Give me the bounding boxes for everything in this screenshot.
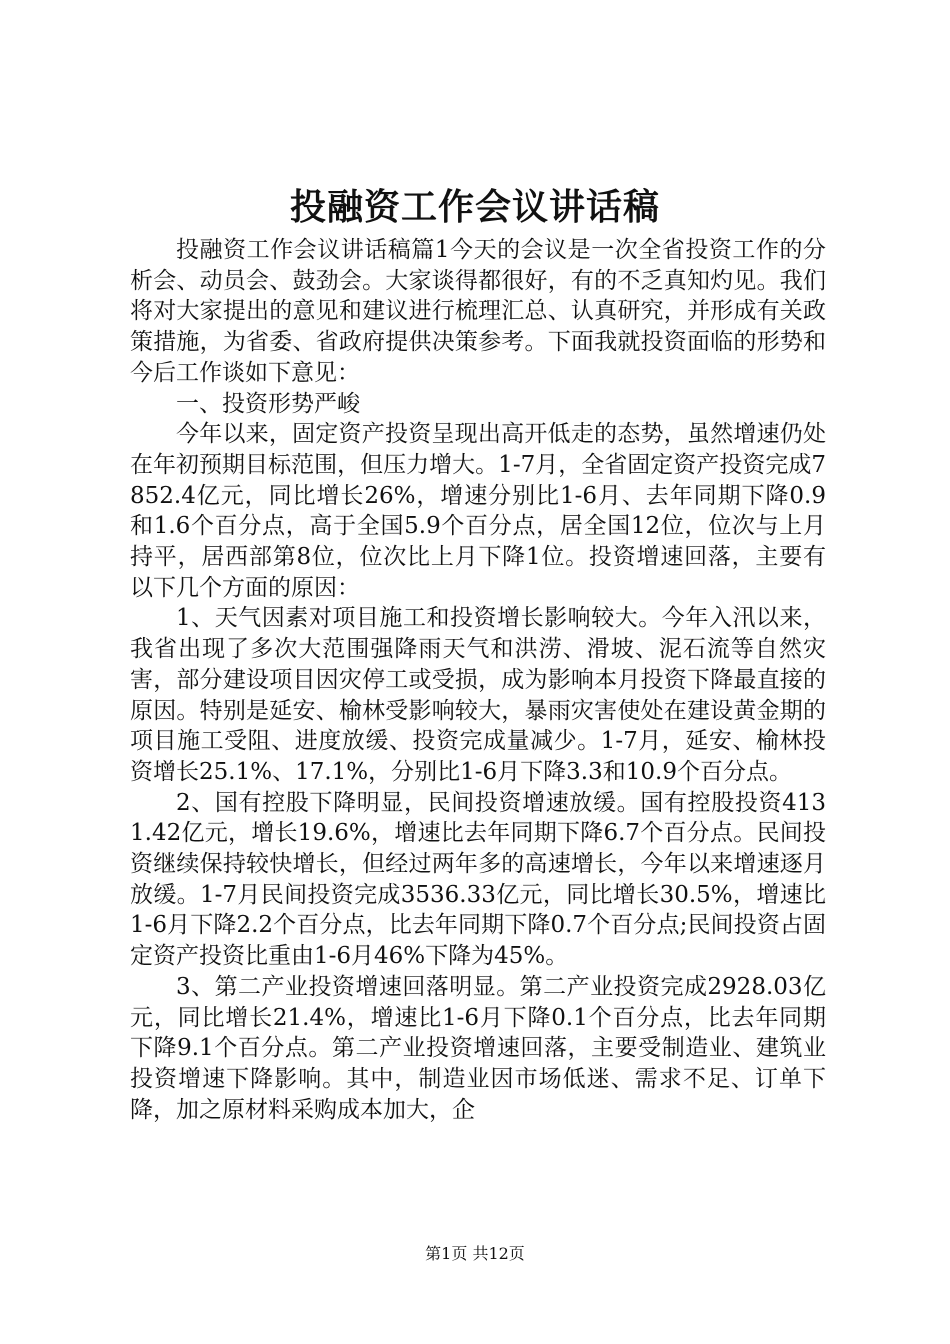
paragraph-intro: 投融资工作会议讲话稿篇1今天的会议是一次全省投资工作的分析会、动员会、鼓劲会。大家谈得都很好，有的不乏真知灼见。我们将对大家提出的意见和建议进行梳理汇总、认真研究，并形成有关政策措施，为省委、省政府提供决策参考。下面我就投资面临的形势和今后工作谈如下意见： xyxy=(130,237,826,386)
paragraph-reason-3: 3、第二产业投资增速回落明显。第二产业投资完成2928.03亿元，同比增长21.4%，增速比1-6月下降0.1个百分点，比去年同期下降9.1个百分点。第二产业投资增速回落，主要受制造业、建筑业投资增速下降影响。其中，制造业因市场低迷、需求不足、订单下降，加之原材料采购成本加大，企 xyxy=(130,973,826,1123)
document-title: 投融资工作会议讲话稿 xyxy=(289,187,660,228)
page-number: 第1页 共12页 xyxy=(425,1244,525,1263)
paragraph-reason-1: 1、天气因素对项目施工和投资增长影响较大。今年入汛以来，我省出现了多次大范围强降雨天气和洪涝、滑坡、泥石流等自然灾害，部分建设项目因灾停工或受损，成为影响本月投资下降最直接的原因。特别是延安、榆林受影响较大，暴雨灾害使处在建设黄金期的项目施工受阻、进度放缓、投资完成量减少。1-7月，延安、榆林投资增长25.1%、17.1%，分别比1-6月下降3.3和10.9个百分点。 xyxy=(130,605,826,785)
paragraph-situation: 今年以来，固定资产投资呈现出高开低走的态势，虽然增速仍处在年初预期目标范围，但压力增大。1-7月，全省固定资产投资完成7852.4亿元，同比增长26%，增速分别比1-6月、去年同期下降0.9和1.6个百分点，高于全国5.9个百分点，居全国12位，位次与上月持平，居西部第8位，位次比上月下降1位。投资增速回落，主要有以下几个方面的原因： xyxy=(130,421,826,601)
document-body xyxy=(130,235,826,1125)
paragraph-reason-2: 2、国有控股下降明显，民间投资增速放缓。国有控股投资4131.42亿元，增长19.6%，增速比去年同期下降6.7个百分点。民间投资继续保持较快增长，但经过两年多的高速增长，今年以来增速逐月放缓。1-7月民间投资完成3536.33亿元，同比增长30.5%，增速比1-6月下降2.2个百分点，比去年同期下降0.7个百分点;民间投资占固定资产投资比重由1-6月46%下降为45%。 xyxy=(130,789,826,970)
section-heading: 一、投资形势严峻 xyxy=(176,390,360,417)
